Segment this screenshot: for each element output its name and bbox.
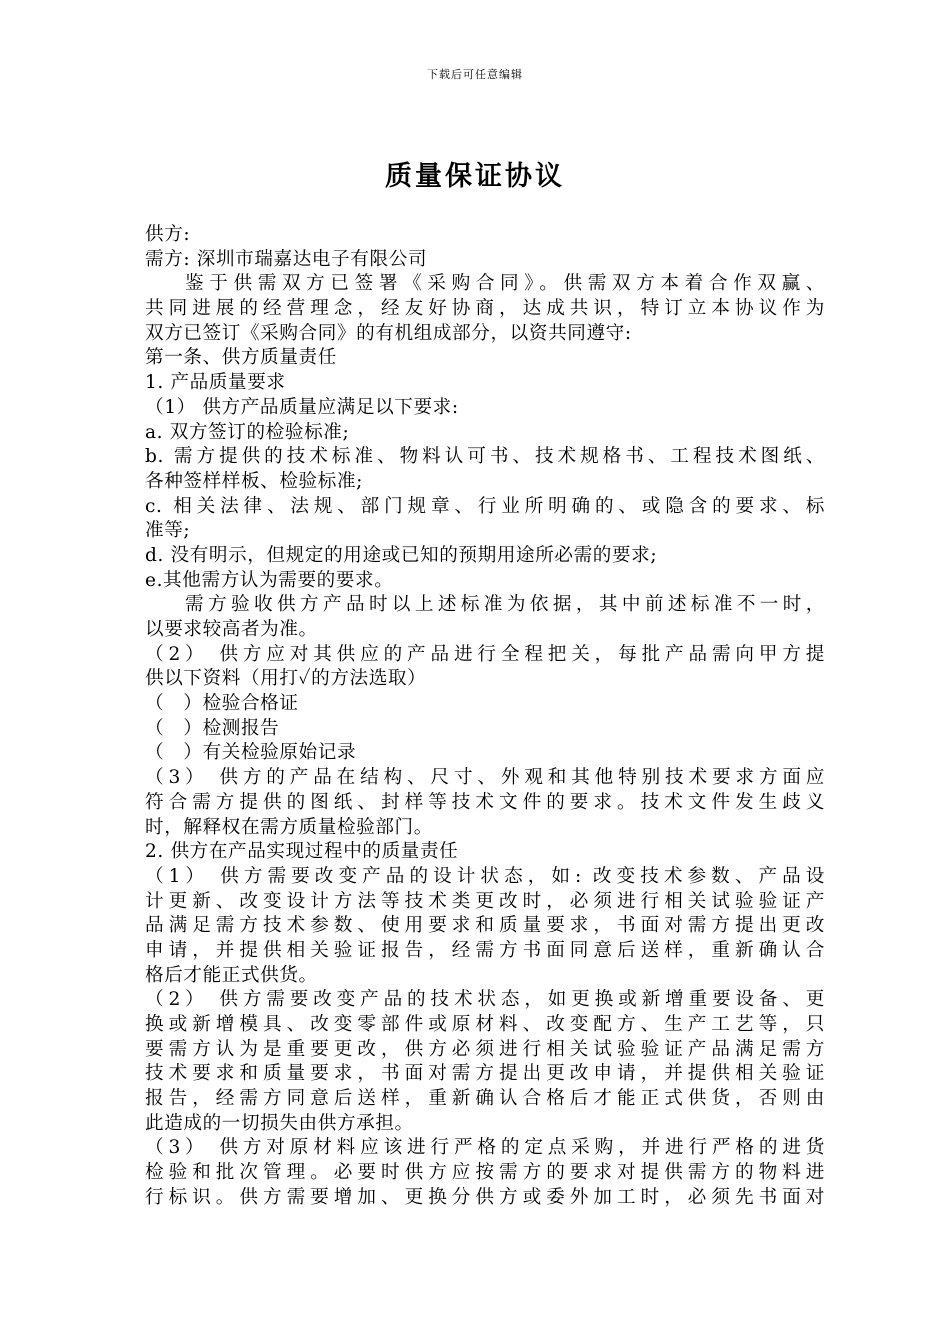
body-line: 2. 供方在产品实现过程中的质量责任 xyxy=(145,841,459,863)
body-line: d. 没有明示，但规定的用途或已知的预期用途所必需的要求; xyxy=(145,544,658,566)
document-title: 质量保证协议 xyxy=(385,161,565,192)
body-line: 换或新增模具、改变零部件或原材料、改变配方、生产工艺等，只 xyxy=(145,1014,825,1035)
body-line: a. 双方签订的检验标准; xyxy=(145,421,350,443)
body-line: （2） 供方应对其供应的产品进行全程把关，每批产品需向甲方提 xyxy=(145,643,825,665)
body-line: c. 相关法律、法规、部门规章、行业所明确的、或隐含的要求、标 xyxy=(145,495,825,517)
body-line: 要需方认为是重要更改，供方必须进行相关试验验证产品满足需方 xyxy=(145,1038,825,1060)
body-line: 供方: xyxy=(145,224,191,245)
body-line: （ ）检验合格证 xyxy=(145,693,299,715)
body-line: 此造成的一切损失由供方承担。 xyxy=(145,1112,414,1134)
header-note: 下载后可任意编辑 xyxy=(427,68,523,81)
body-line: 计更新、改变设计方法等技术类更改时，必须进行相关试验验证产 xyxy=(145,890,825,912)
body-line: 第一条、供方质量责任 xyxy=(145,347,337,369)
body-line: 检验和批次管理。必要时供方应按需方的要求对提供需方的物料进 xyxy=(145,1162,825,1184)
body-line: （ ）检测报告 xyxy=(145,717,280,739)
body-line: 鉴于供需双方已签署《采购合同》。供需双方本着合作双赢、 xyxy=(185,273,825,295)
body-line: 时，解释权在需方质量检验部门。 xyxy=(145,816,433,838)
body-line: 需方: 深圳市瑞嘉达电子有限公司 xyxy=(145,248,428,270)
body-line: 各种签样样板、检验标准; xyxy=(145,470,363,492)
body-line: 1. 产品质量要求 xyxy=(145,372,286,394)
body-line: 准等; xyxy=(145,520,191,542)
body-line: 行标识。供方需要增加、更换分供方或委外加工时，必须先书面对 xyxy=(145,1186,825,1208)
body-line: b. 需方提供的技术标准、物料认可书、技术规格书、工程技术图纸、 xyxy=(145,446,825,468)
body-line: （3） 供方的产品在结构、尺寸、外观和其他特别技术要求方面应 xyxy=(145,767,825,789)
body-line: 双方已签订《采购合同》的有机组成部分，以资共同遵守: xyxy=(145,322,632,344)
body-line: 需方验收供方产品时以上述标准为依据，其中前述标准不一时， xyxy=(185,594,825,616)
body-line: 符合需方提供的图纸、封样等技术文件的要求。技术文件发生歧义 xyxy=(145,791,825,813)
body-line: 品满足需方技术参数、使用要求和质量要求，书面对需方提出更改 xyxy=(145,915,825,937)
body-line: （1） 供方产品质量应满足以下要求: xyxy=(145,396,459,418)
body-line: （2） 供方需要改变产品的技术状态，如更换或新增重要设备、更 xyxy=(145,989,825,1011)
body-line: 申请，并提供相关验证报告，经需方书面同意后送样，重新确认合 xyxy=(145,939,825,961)
body-line: 格后才能正式供货。 xyxy=(145,964,318,986)
body-line: 以要求较高者为准。 xyxy=(145,619,318,640)
body-line: 供以下资料（用打✓的方法选取） xyxy=(145,668,427,690)
body-line: e.其他需方认为需要的要求。 xyxy=(145,569,394,591)
body-line: （ ）有关检验原始记录 xyxy=(145,742,357,764)
document-body xyxy=(145,223,825,1211)
body-line: （1） 供方需要改变产品的设计状态，如: 改变技术参数、产品设 xyxy=(145,865,825,887)
body-line: 技术要求和质量要求，书面对需方提出更改申请，并提供相关验证 xyxy=(145,1063,825,1085)
body-line: （3） 供方对原材料应该进行严格的定点采购，并进行严格的进货 xyxy=(145,1137,825,1159)
body-line: 报告，经需方同意后送样，重新确认合格后才能正式供货，否则由 xyxy=(145,1088,825,1110)
body-line: 共同进展的经营理念，经友好协商，达成共识，特订立本协议作为 xyxy=(145,298,825,320)
